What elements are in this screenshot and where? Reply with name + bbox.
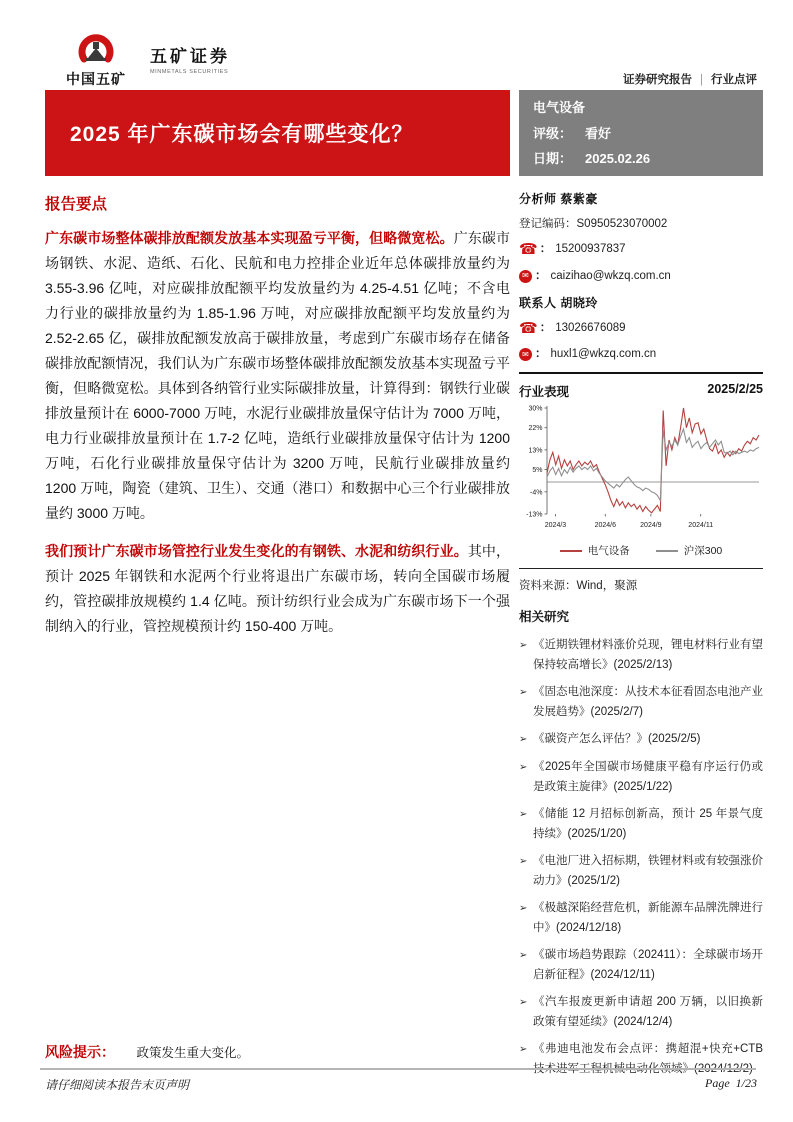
legend-item-hs300 <box>656 543 723 558</box>
reg-code: S0950523070002 <box>576 218 668 230</box>
analyst-reg-row <box>519 216 763 233</box>
date-label: 日期： <box>533 151 573 166</box>
logo-company-name: 中国五矿 <box>66 71 126 87</box>
logo-brand-subtitle: MINMETALS SECURITIES <box>150 69 229 75</box>
contact-email-row <box>519 346 763 363</box>
section-divider <box>519 372 763 374</box>
rating-label: 评级： <box>533 125 573 141</box>
date-value: 2025.02.26 <box>585 151 651 166</box>
reg-label: 登记编码： <box>519 218 577 230</box>
report-body-column <box>45 188 510 1086</box>
phone-icon: ☎ <box>519 319 538 337</box>
colon: ： <box>535 269 547 282</box>
analyst-phone-row <box>519 241 763 258</box>
contact-phone-row <box>519 320 763 337</box>
colon: ： <box>539 243 552 256</box>
paragraph-body: 广东碳市场钢铁、水泥、造纸、石化、民航和电力控排企业近年总体碳排放量约为 3.55-3.96 亿吨，对应碳排放配额平均发放量约为 4.25-4.51 亿吨；不含电力行业的碳排放量约为 1.85-1.96 万吨，对应碳排放配额平均发放量约为 2.52-2.65 亿，碳排放配额发放高于碳排放量，考虑到广东碳市场存在储备碳排放配额情况，我们认为广东碳市场整体碳排放配额发放基本实现盈亏平衡，但略微宽松。具体到各纳管行业实际碳排放量，计算得到：钢铁行业碳排放量预计在 6000-7000 万吨，水泥行业碳排放量保守估计为 7000 万吨，电力行业碳排放量预计在 1.7-2 亿吨，造纸行业碳排放量保守估计为 1200 万吨，石化行业碳排放量保守估计为 3200 万吨，民航行业碳排放量约 1200 万吨，陶瓷（建筑、卫生）、交通（港口）和数据中心三个行业碳排放量约 3000 万吨。 <box>45 230 510 521</box>
related-research-title: 《近期铁锂材料涨价兑现，锂电材料行业有望保持较高增长》(2025/2/13) <box>533 639 763 672</box>
series-line-0 <box>547 408 759 513</box>
colon: ： <box>535 348 547 360</box>
legend-label: 沪深300 <box>683 545 723 558</box>
risk-label: 风险提示： <box>45 1044 115 1060</box>
related-research-title: 《2025年全国碳市场健康平稳有序运行仍或是政策主旋律》(2025/1/22) <box>533 761 763 794</box>
chart-header <box>519 382 763 400</box>
arrow-bullet-icon: ➢ <box>519 640 528 652</box>
email-icon: ✉ <box>519 348 532 361</box>
key-point-paragraph <box>45 539 510 639</box>
industry-name: 电气设备 <box>533 100 586 115</box>
title-banner <box>45 90 510 176</box>
related-research-title: 《碳市场趋势跟踪（202411）：全球碳市场开启新征程》(2024/12/11) <box>533 949 763 982</box>
email-icon: ✉ <box>519 270 532 283</box>
related-research-title: 《电池厂进入招标期，铁锂材料或有较强涨价动力》(2025/1/2) <box>533 855 763 888</box>
y-tick-label: 13% <box>528 447 543 455</box>
x-tick-label: 2024/6 <box>594 522 617 530</box>
y-tick-label: -4% <box>530 489 543 497</box>
related-research-title: 《极越深陷经营危机，新能源车品牌洗牌进行中》(2024/12/18) <box>533 902 763 935</box>
x-tick-label: 2024/3 <box>544 522 567 530</box>
risk-text: 政策发生重大变化。 <box>136 1046 249 1060</box>
phone-icon: ☎ <box>519 241 538 259</box>
related-research-item <box>519 898 763 938</box>
contact-email: huxl1@wkzq.com.cn <box>550 348 657 360</box>
legend-label: 电气设备 <box>587 545 630 558</box>
legend-item-electrical <box>560 543 630 558</box>
related-research-item <box>519 851 763 891</box>
chart-legend <box>519 543 763 558</box>
related-research-title: 《弗迪电池发布会点评：携超混+快充+CTB技术进军工程机械电动化领域》(2024/12/2) <box>533 1043 763 1076</box>
related-research-title: 《固态电池深度：从技术本征看固态电池产业发展趋势》(2025/2/7) <box>533 686 763 719</box>
analyst-email: caizihao@wkzq.com.cn <box>550 269 671 282</box>
section-divider <box>519 568 763 569</box>
main-content <box>45 188 763 1086</box>
series-line-1 <box>547 429 759 500</box>
contact-phone: 13026676089 <box>555 321 626 334</box>
related-research-item <box>519 757 763 797</box>
industry-chart-svg <box>519 402 763 530</box>
arrow-bullet-icon: ➢ <box>519 734 528 746</box>
related-research-title: 《碳资产怎么评估？》(2025/2/5) <box>533 733 701 746</box>
page-label: Page <box>705 1076 730 1090</box>
page-number <box>705 1076 757 1093</box>
contact-name: 联系人 胡晓玲 <box>519 295 598 310</box>
y-tick-label: 22% <box>528 425 543 433</box>
doc-type-line <box>623 71 757 87</box>
doc-type: 证券研究报告 <box>623 74 692 86</box>
rating-row <box>533 127 749 140</box>
related-research-item <box>519 682 763 722</box>
paragraph-body: 其中，预计 2025 年钢铁和水泥两个行业将退出广东碳市场，转向全国碳市场履约，管控碳排放规模约 1.4 亿吨。预计纺织行业会成为广东碳市场下一个强制纳入的行业，管控规模预计约 150-400 万吨。 <box>45 543 510 634</box>
paragraph-lead: 我们预计广东碳市场管控行业发生变化的有钢铁、水泥和纺织行业。 <box>45 543 468 559</box>
y-tick-label: -13% <box>526 511 543 519</box>
arrow-bullet-icon: ➢ <box>519 950 528 962</box>
report-title: 2025 年广东碳市场会有哪些变化？ <box>70 123 414 146</box>
arrow-bullet-icon: ➢ <box>519 997 528 1009</box>
minmetals-emblem-icon <box>76 28 116 68</box>
industry-performance-chart <box>519 402 763 535</box>
related-research-item <box>519 635 763 675</box>
analyst-phone: 15200937837 <box>555 243 626 256</box>
y-tick-label: 5% <box>532 467 543 475</box>
related-research-title: 《汽车报废更新申请超 200 万辆，以旧换新政策有望延续》(2024/12/4) <box>533 996 763 1029</box>
arrow-bullet-icon: ➢ <box>519 1044 528 1056</box>
banner-row <box>45 90 763 176</box>
doc-category: 行业点评 <box>711 74 757 86</box>
arrow-bullet-icon: ➢ <box>519 809 528 821</box>
related-research-item <box>519 804 763 844</box>
sidebar-column <box>519 188 763 1086</box>
related-research-item <box>519 945 763 985</box>
industry-info-box <box>519 90 763 176</box>
key-point-paragraph <box>45 226 510 526</box>
footer-disclaimer: 请仔细阅读本报告末页声明 <box>45 1078 190 1092</box>
source-value: Wind，聚源 <box>576 580 638 593</box>
logo-emblem <box>58 28 134 89</box>
risk-row <box>45 1042 763 1062</box>
logo-brand-name: 五矿证券 <box>150 47 230 66</box>
arrow-bullet-icon: ➢ <box>519 856 528 868</box>
related-research-title: 《储能 12 月招标创新高，预计 25 年景气度持续》(2025/1/20) <box>533 808 763 841</box>
chart-source <box>519 577 763 593</box>
source-label: 资料来源： <box>519 580 577 593</box>
y-tick-label: 30% <box>528 405 543 413</box>
related-research-item <box>519 729 763 750</box>
page-footer <box>45 1076 757 1093</box>
date-row <box>533 152 749 165</box>
footer-divider <box>40 1068 756 1070</box>
analyst-email-row <box>519 268 763 285</box>
rating-value: 看好 <box>585 125 612 141</box>
legend-swatch-electrical <box>560 550 582 552</box>
arrow-bullet-icon: ➢ <box>519 903 528 915</box>
colon: ： <box>539 321 552 334</box>
page-value: 1/23 <box>735 1076 757 1090</box>
arrow-bullet-icon: ➢ <box>519 687 528 699</box>
company-logo <box>58 28 230 89</box>
x-tick-label: 2024/11 <box>688 522 714 530</box>
chart-date: 2025/2/25 <box>707 382 763 397</box>
x-tick-label: 2024/9 <box>640 522 662 530</box>
legend-swatch-hs300 <box>656 550 678 552</box>
analyst-name: 分析师 蔡紫豪 <box>519 192 598 206</box>
key-points-heading: 报告要点 <box>45 196 108 213</box>
related-research-heading: 相关研究 <box>519 610 570 625</box>
arrow-bullet-icon: ➢ <box>519 762 528 774</box>
related-research-item <box>519 992 763 1032</box>
analyst-block <box>519 190 763 363</box>
paragraph-lead: 广东碳市场整体碳排放配额发放基本实现盈亏平衡，但略微宽松。 <box>45 230 454 246</box>
chart-title: 行业表现 <box>519 385 570 400</box>
related-research-list <box>519 635 763 1079</box>
logo-brand-block <box>150 42 230 75</box>
doc-type-separator: | <box>700 74 703 86</box>
